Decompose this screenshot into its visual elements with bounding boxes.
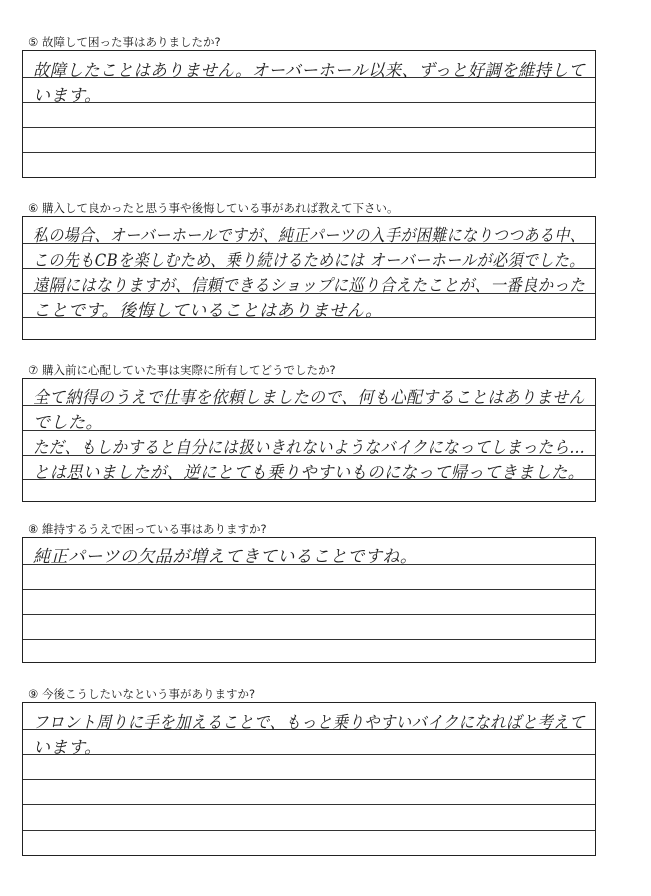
answer-6-line-1: 私の場合、オーバーホールですが、純正パーツの入手が困難になりつつある中、 [33, 226, 586, 246]
question-8: ⑧ 維持するうえで困っている事はありますか? [28, 522, 267, 536]
answer-box-9 [22, 702, 596, 856]
answer-9-line-1: フロント周りに手を加えることで、もっと乗りやすいバイクになればと考えて [33, 713, 585, 733]
question-9: ⑨ 今後こうしたいなという事がありますか? [28, 687, 256, 701]
question-7: ⑦ 購入前に心配していた事は実際に所有してどうでしたか? [28, 363, 336, 377]
answer-box-6 [22, 216, 596, 340]
answer-5-line-1: 故障したことはありません。オーバーホール以来、ずっと好調を維持して [33, 61, 586, 81]
answer-7-line-2: でした。 [33, 413, 103, 433]
answer-5-line-2: います。 [33, 86, 102, 106]
answer-9-line-2: います。 [33, 738, 102, 758]
answer-6-line-3: 遠隔にはなりますが、信頼できるショップに巡り合えたことが、一番良かった [33, 276, 586, 296]
question-5: ⑤ 故障して困った事はありましたか? [28, 35, 221, 49]
answer-7-line-3: ただ、もしかすると自分には扱いきれないようなバイクになってしまったら… [33, 438, 586, 458]
answer-8-line-1: 純正パーツの欠品が増えてきていることですね。 [33, 547, 418, 567]
question-6: ⑥ 購入して良かったと思う事や後悔している事があれば教えて下さい。 [28, 201, 399, 215]
answer-box-5 [22, 50, 596, 178]
answer-6-line-2: この先もCBを楽しむため、乗り続けるためには オーバーホールが必須でした。 [33, 251, 585, 271]
answer-7-line-4: とは思いましたが、逆にとても乗りやすいものになって帰ってきました。 [33, 463, 585, 483]
answer-7-line-1: 全て納得のうえで仕事を依頼しましたので、何も心配することはありません [33, 388, 585, 408]
answer-6-line-4: ことです。後悔していることはありません。 [33, 301, 383, 321]
answer-box-8 [22, 537, 596, 663]
answer-box-7 [22, 378, 596, 502]
